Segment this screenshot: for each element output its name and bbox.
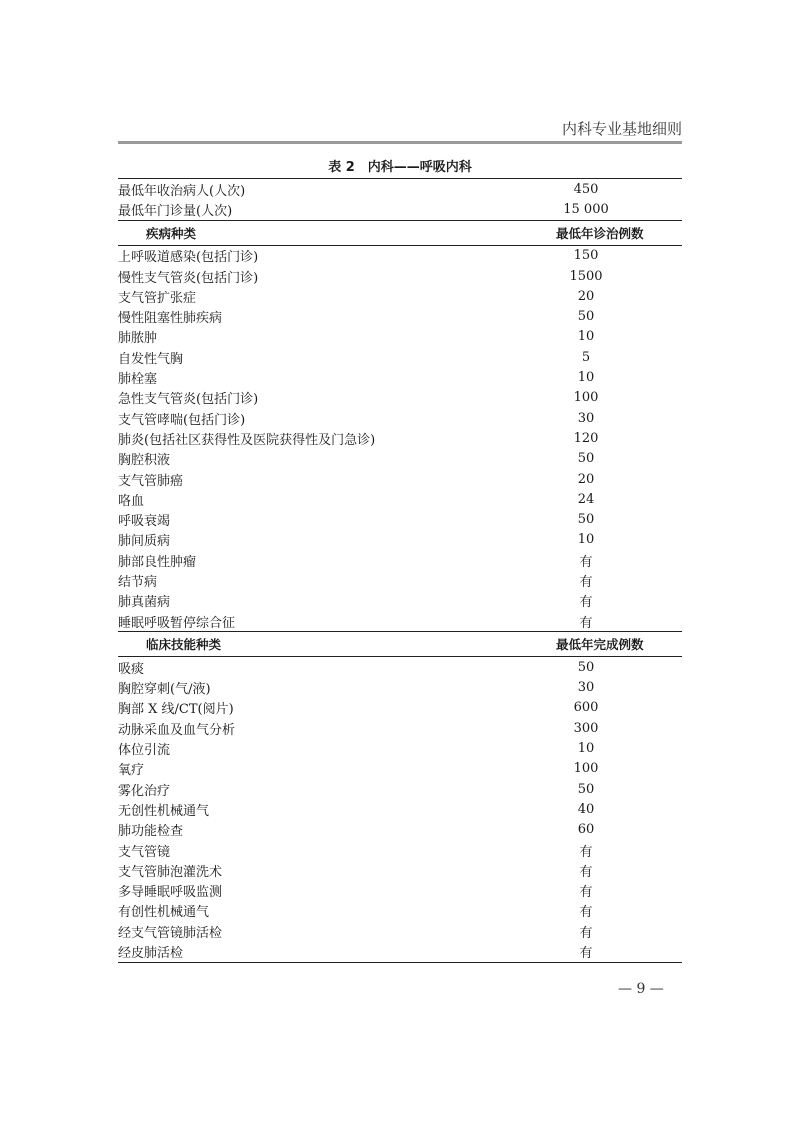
- row-label: 上呼吸道感染(包括门诊): [118, 250, 259, 266]
- table-row: [118, 779, 682, 799]
- row-value-cell: [458, 472, 682, 487]
- row-value: 120: [573, 430, 599, 446]
- column-header-skill-type: 临床技能种类: [146, 637, 222, 653]
- row-label: 结节病: [118, 574, 158, 590]
- row-value-cell: [458, 571, 682, 590]
- table-row: [118, 327, 682, 347]
- row-label: 支气管镜: [118, 844, 171, 860]
- row-value: 有: [579, 864, 593, 880]
- table-row: [118, 820, 682, 840]
- row-value: 10: [577, 532, 595, 548]
- table-row: [118, 367, 682, 387]
- row-value-cell: [458, 741, 682, 756]
- table-row: [118, 570, 682, 590]
- row-label: 自发性气胸: [118, 351, 184, 367]
- row-value-cell: [458, 289, 682, 304]
- row-value-cell: [458, 861, 682, 880]
- row-value-cell: [458, 269, 682, 284]
- row-label: 呼吸衰竭: [118, 514, 171, 530]
- disease-rows: [118, 246, 682, 632]
- row-value-cell: [458, 660, 682, 675]
- row-label: 肺栓塞: [118, 372, 158, 388]
- table-row: [118, 921, 682, 941]
- table-title: 表 2 内科——呼吸内科: [328, 160, 472, 175]
- row-label: 肺炎(包括社区获得性及医院获得性及门急诊): [118, 432, 376, 448]
- table-row: [118, 530, 682, 550]
- row-value-cell: [458, 390, 682, 405]
- table-row: [118, 388, 682, 408]
- row-value: 有: [579, 905, 593, 921]
- table-row: [118, 449, 682, 469]
- row-label: 经支气管镜肺活检: [118, 925, 223, 941]
- row-label: 急性支气管炎(包括门诊): [118, 392, 259, 408]
- table-row: [118, 901, 682, 921]
- row-value: 20: [577, 471, 595, 487]
- row-label: 支气管肺癌: [118, 473, 184, 489]
- table-row: [118, 799, 682, 819]
- table-row: [118, 611, 682, 631]
- row-value: 24: [577, 491, 595, 507]
- table-row: [118, 718, 682, 738]
- table-row: [118, 306, 682, 326]
- row-value-cell: [458, 721, 682, 736]
- table-row: [118, 469, 682, 489]
- row-label: 肺部良性肿瘤: [118, 554, 197, 570]
- table-row: [118, 860, 682, 880]
- row-value: 10: [577, 741, 595, 757]
- row-value-cell: [458, 901, 682, 920]
- column-header-min-completed: 最低年完成例数: [556, 637, 644, 653]
- row-label: 咯血: [118, 493, 145, 509]
- row-value-cell: [458, 822, 682, 837]
- row-value-cell: [458, 802, 682, 817]
- row-label: 肺功能检查: [118, 824, 184, 840]
- table-row: [118, 840, 682, 860]
- row-label: 无创性机械通气: [118, 803, 210, 819]
- row-label: 胸部 X 线/CT(阅片): [118, 702, 234, 718]
- row-label: 肺脓肿: [118, 331, 158, 347]
- row-label: 经皮肺活检: [118, 946, 184, 962]
- table-row: [118, 738, 682, 758]
- row-value-cell: [458, 881, 682, 900]
- row-value: 有: [579, 615, 593, 631]
- table-row: [118, 550, 682, 570]
- row-value: 40: [577, 801, 595, 817]
- row-label: 最低年门诊量(人次): [118, 203, 233, 219]
- row-label: 氧疗: [118, 763, 145, 779]
- row-label: 多导睡眠呼吸监测: [118, 885, 223, 901]
- summary-rows: [118, 179, 682, 220]
- row-value: 50: [577, 781, 595, 797]
- row-value-cell: [458, 942, 682, 961]
- section-header-skills: [118, 631, 682, 657]
- row-label: 有创性机械通气: [118, 905, 210, 921]
- table-row: [118, 347, 682, 367]
- table-row: [118, 657, 682, 677]
- table-row: [118, 199, 682, 219]
- header-rule: [118, 141, 682, 144]
- row-value-cell: [458, 761, 682, 776]
- row-value: 300: [573, 720, 599, 736]
- row-value-cell: [458, 512, 682, 527]
- table-row: [118, 286, 682, 306]
- row-value-cell: [458, 411, 682, 426]
- column-header-disease-type: 疾病种类: [146, 225, 197, 241]
- row-value-cell: [458, 680, 682, 695]
- row-value: 10: [577, 370, 595, 386]
- row-label: 支气管肺泡灌洗术: [118, 864, 223, 880]
- row-value-cell: [458, 591, 682, 610]
- row-value-cell: [458, 350, 682, 365]
- row-label: 胸腔穿刺(气/液): [118, 682, 211, 698]
- column-header-min-cases: 最低年诊治例数: [556, 225, 644, 241]
- row-label: 睡眠呼吸暂停综合征: [118, 615, 236, 631]
- table-row: [118, 591, 682, 611]
- row-value: 100: [573, 390, 599, 406]
- row-value-cell: [458, 451, 682, 466]
- row-value: 100: [573, 761, 599, 777]
- row-label: 动脉采血及血气分析: [118, 722, 236, 738]
- row-value: 有: [579, 925, 593, 941]
- row-value: 30: [577, 410, 595, 426]
- row-value-cell: [458, 782, 682, 797]
- row-value: 1500: [569, 268, 603, 284]
- row-value: 有: [579, 595, 593, 611]
- row-value: 50: [577, 512, 595, 528]
- row-value: 450: [573, 181, 599, 197]
- table-row: [118, 428, 682, 448]
- row-value-cell: [458, 309, 682, 324]
- running-header: 内科专业基地细则: [561, 120, 682, 138]
- table-row: [118, 881, 682, 901]
- table-row: [118, 678, 682, 698]
- row-value-cell: [458, 329, 682, 344]
- row-label: 雾化治疗: [118, 783, 171, 799]
- row-value-cell: [458, 551, 682, 570]
- row-label: 胸腔积液: [118, 453, 171, 469]
- row-value: 50: [577, 451, 595, 467]
- table-row: [118, 246, 682, 266]
- table-row: [118, 509, 682, 529]
- row-label: 肺间质病: [118, 534, 171, 550]
- table-row: [118, 489, 682, 509]
- table-row: [118, 408, 682, 428]
- row-value: 有: [579, 946, 593, 962]
- row-label: 吸痰: [118, 661, 145, 677]
- table-row: [118, 698, 682, 718]
- skill-rows: [118, 657, 682, 961]
- row-value-cell: [458, 612, 682, 631]
- row-value: 15 000: [563, 201, 609, 217]
- row-value-cell: [458, 182, 682, 197]
- row-label: 肺真菌病: [118, 595, 171, 611]
- row-value-cell: [458, 922, 682, 941]
- row-value-cell: [458, 532, 682, 547]
- page-number: — 9 —: [618, 981, 664, 997]
- row-value: 150: [573, 248, 599, 264]
- row-label: 最低年收治病人(人次): [118, 183, 246, 199]
- row-value: 60: [577, 822, 595, 838]
- data-table: [118, 178, 682, 963]
- table-row: [118, 759, 682, 779]
- row-value-cell: [458, 841, 682, 860]
- row-value: 30: [577, 680, 595, 696]
- table-row: [118, 179, 682, 199]
- row-value: 有: [579, 844, 593, 860]
- row-value: 50: [577, 659, 595, 675]
- row-value-cell: [458, 370, 682, 385]
- row-value-cell: [458, 248, 682, 263]
- table-row: [118, 266, 682, 286]
- row-value: 5: [581, 349, 591, 365]
- row-value-cell: [458, 700, 682, 715]
- row-value-cell: [458, 492, 682, 507]
- row-label: 慢性阻塞性肺疾病: [118, 311, 223, 327]
- row-label: 体位引流: [118, 743, 171, 759]
- table-row: [118, 941, 682, 961]
- row-value: 20: [577, 288, 595, 304]
- row-label: 支气管扩张症: [118, 290, 197, 306]
- row-value: 有: [579, 885, 593, 901]
- row-value: 50: [577, 309, 595, 325]
- row-value: 有: [579, 574, 593, 590]
- row-value: 有: [579, 554, 593, 570]
- row-value: 10: [577, 329, 595, 345]
- row-value-cell: [458, 431, 682, 446]
- row-label: 支气管哮喘(包括门诊): [118, 412, 246, 428]
- row-value: 600: [573, 700, 599, 716]
- row-value-cell: [458, 202, 682, 217]
- section-header-diseases: [118, 220, 682, 246]
- row-label: 慢性支气管炎(包括门诊): [118, 270, 259, 286]
